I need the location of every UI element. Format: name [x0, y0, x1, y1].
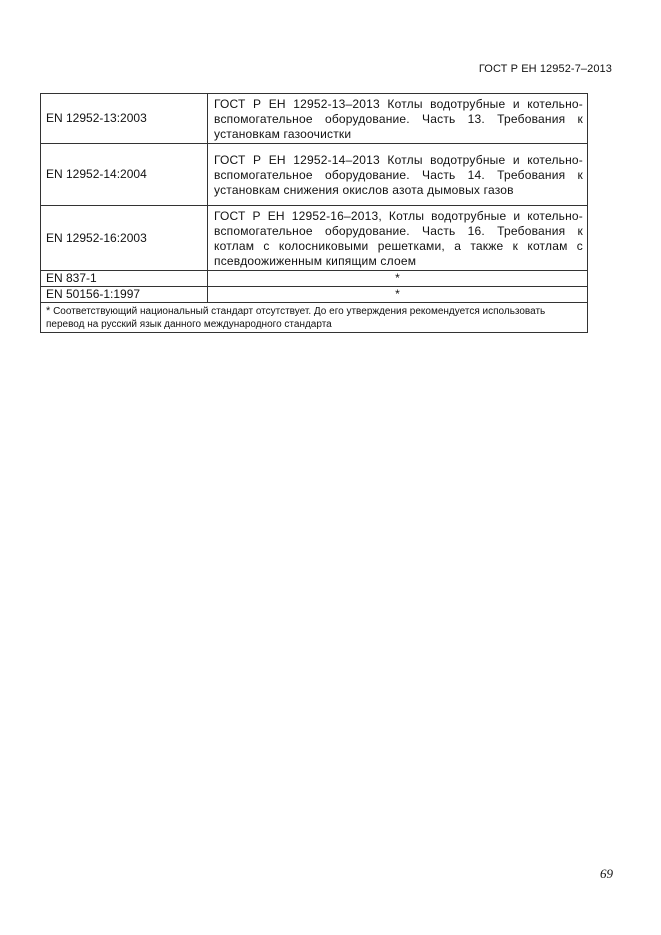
footnote-text: Соответствующий национальный стандарт отсутствует. До его утверждения рекомендуется использовать перевод на русский язык данного международного стандарта	[46, 306, 546, 330]
document-header: ГОСТ Р ЕН 12952-7–2013	[478, 63, 612, 75]
gost-standard-cell: *	[208, 271, 588, 287]
table-row	[41, 206, 588, 271]
footnote-cell	[41, 303, 588, 333]
en-standard-cell: EN 12952-14:2004	[41, 144, 208, 206]
en-standard-cell: EN 12952-13:2003	[41, 94, 208, 144]
table-row	[41, 144, 588, 206]
page-number: 69	[600, 866, 613, 881]
table-row	[41, 94, 588, 144]
gost-standard-cell: ГОСТ Р ЕН 12952-14–2013 Котлы водотрубные и котельно-вспомогательное оборудование. Часть 14. Требования к установкам снижения окислов азота дымовых газов	[208, 144, 588, 206]
table-row	[41, 287, 588, 303]
gost-standard-cell: ГОСТ Р ЕН 12952-16–2013, Котлы водотрубные и котельно-вспомогательное оборудование. Часть 16. Требования к котлам с колосниковыми решетками, а также к котлам с псевдоожиженным кипящим слоем	[208, 206, 588, 271]
en-standard-cell: EN 837-1	[41, 271, 208, 287]
table-row	[41, 271, 588, 287]
en-standard-cell: EN 50156-1:1997	[41, 287, 208, 303]
gost-standard-cell: *	[208, 287, 588, 303]
gost-standard-cell: ГОСТ Р ЕН 12952-13–2013 Котлы водотрубные и котельно-вспомогательное оборудование. Часть 13. Требования к установкам газоочистки	[208, 94, 588, 144]
footnote-marker: *	[46, 305, 51, 317]
standards-correspondence-table	[40, 93, 588, 333]
footnote-row	[41, 303, 588, 333]
en-standard-cell: EN 12952-16:2003	[41, 206, 208, 271]
